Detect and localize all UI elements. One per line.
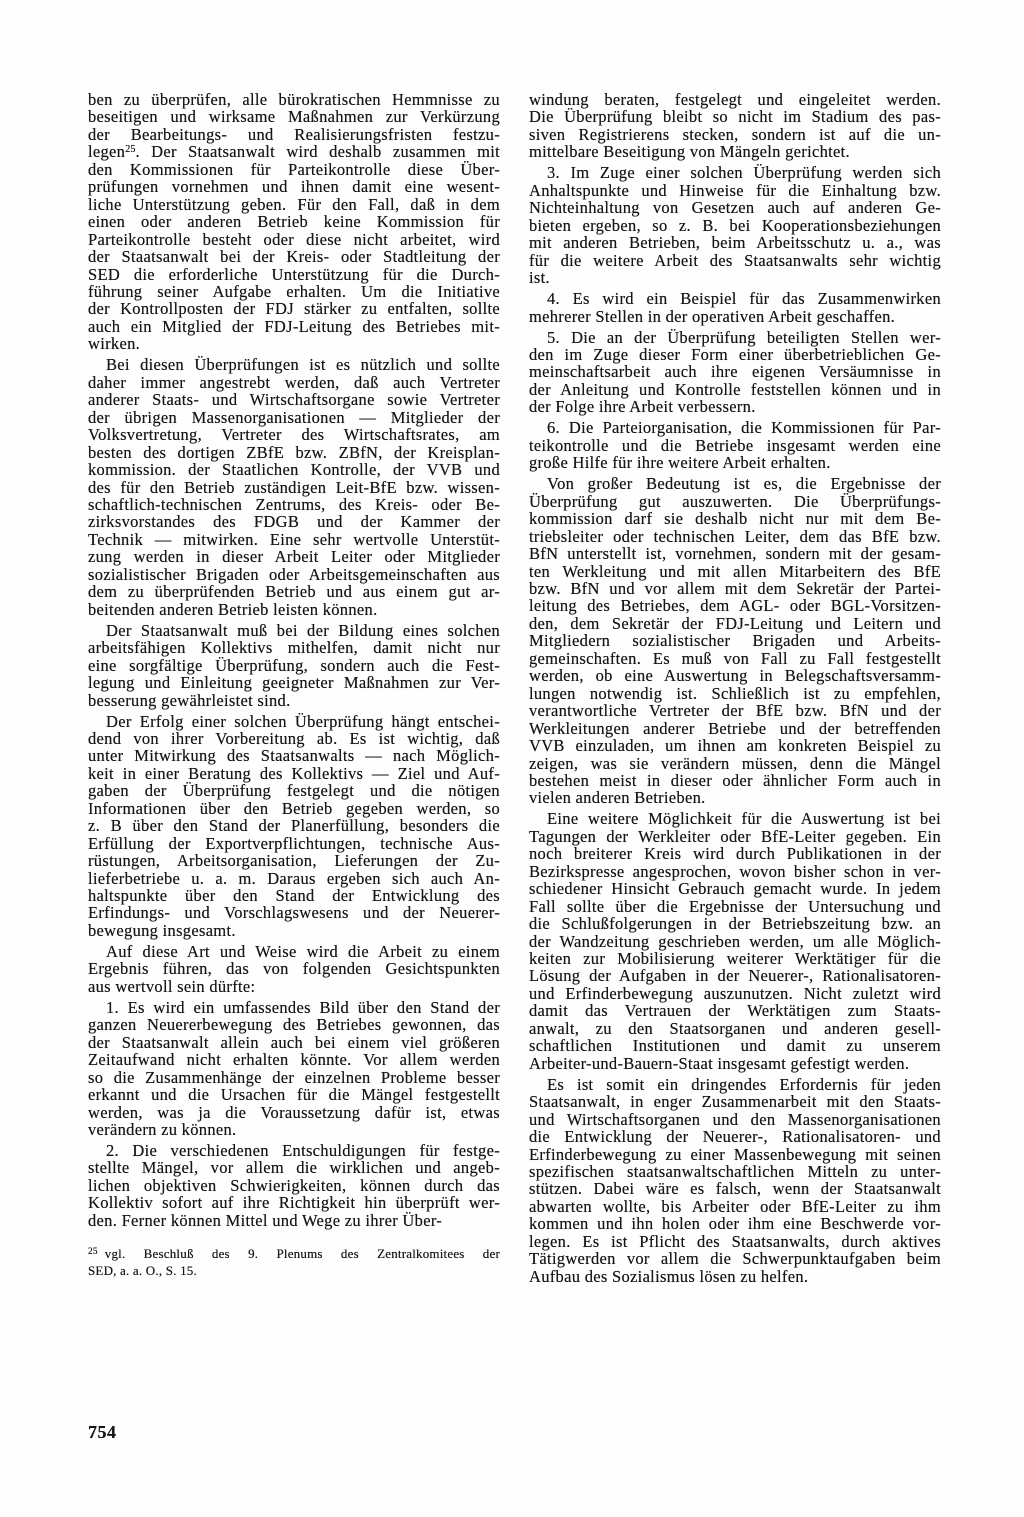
text-line: kommission. der Staatlichen Kontrolle, der VVB und	[88, 460, 500, 480]
text-line: gemeinschaften. Es muß von Fall zu Fall festgestellt	[529, 648, 941, 668]
text-line: des für den Betrieb zuständigen Leit-BfE bzw. wissen-	[88, 477, 500, 497]
footnote-line	[88, 1245, 500, 1262]
text-line: Tätigwerden vor allem die Schwerpunktaufgaben beim	[529, 1249, 941, 1269]
page-number: 754	[88, 1422, 117, 1442]
text-line: verändern zu können.	[88, 1120, 237, 1140]
text-line: auch ein Mitglied der FDJ-Leitung des Betriebes mit-	[88, 316, 500, 336]
text-line: besserung gewährleistet sind.	[88, 690, 291, 710]
text-line: und Erfinderbewegung auszunutzen. Nicht zuletzt wird	[529, 983, 941, 1003]
text-line: ben zu überprüfen, alle bürokratischen Hemmnisse zu	[88, 90, 500, 109]
text-line: zeigen, was sie verändern müssen, denn die Mängel	[529, 753, 941, 773]
text-line: wirken.	[88, 334, 141, 354]
text-line: mittelbare Beseitigung von Mängeln gerichtet.	[529, 142, 850, 162]
text-line: unter Mitwirkung des Staatsanwalts — nach Möglich-	[88, 746, 500, 766]
text-line: abwarten wollte, bis Arbeiter oder BfE-Leiter zu ihm	[529, 1196, 941, 1216]
text-line: ganzen Neuererbewegung des Betriebes gewonnen, das	[88, 1015, 500, 1035]
text-line: der Bearbeitungs- und Realisierungsfristen festzu-	[88, 124, 500, 144]
text-line: der Folge ihre Arbeit verbessern.	[529, 397, 756, 417]
paragraph	[88, 622, 500, 709]
text-line: Auf diese Art und Weise wird die Arbeit zu einem	[106, 941, 500, 961]
text-line: der Staatsanwalt bei der Kreis- oder Stadtleitung der	[88, 247, 500, 267]
text-line: zirksvorstandes des FDGB und der Kammer der	[88, 512, 500, 532]
text-line: damit das Vertrauen der Werktätigen zum Staats-	[529, 1001, 941, 1021]
paragraph	[88, 1142, 500, 1229]
paragraph	[88, 713, 500, 940]
text-line: mehrerer Stellen in der operativen Arbeit geschaffen.	[529, 306, 896, 326]
text-line: Der Staatsanwalt muß bei der Bildung eines solchen	[106, 620, 500, 640]
text-line: legen. Es ist Pflicht des Staatsanwalts, durch aktives	[529, 1231, 941, 1251]
text-line: Erfindungs- und Vorschlagswesens und der Neuerer-	[88, 903, 500, 923]
text-line: der Wandzeitung geschrieben werden, um alle Möglich-	[529, 931, 941, 951]
text-line: meinschaftsarbeit auch ihre eigenen Versäumnisse in	[529, 362, 941, 382]
text-line: anderer Staats- und Wirtschaftsorgane sowie Vertreter	[88, 390, 500, 410]
text-line: Parteikontrolle besteht oder diese nicht arbeitet, wird	[88, 229, 500, 249]
text-line: Der Erfolg einer solchen Überprüfung hängt entschei-	[106, 711, 500, 731]
text-line: Volksvertretung, Vertreter des Wirtschaftsrates, am	[88, 425, 500, 445]
text-line: mit anderen Betrieben, beim Arbeitsschutz u. a., was	[529, 233, 941, 253]
text-line: ten Werkleitung und mit allen Mitarbeitern des BfE	[529, 561, 941, 581]
text-line: bewegung insgesamt.	[88, 920, 236, 940]
text-line: daher immer angestrebt werden, daß auch Vertreter	[88, 372, 500, 392]
text-segment: legen	[88, 142, 126, 162]
text-line: erkannt und die Ursachen für die Mängel festgestellt	[88, 1085, 500, 1105]
text-line: Die Überprüfung bleibt so nicht im Stadium des pas-	[529, 107, 941, 127]
text-line: Bezirkspresse angesprochen, wovon bisher schon in ver-	[529, 861, 941, 881]
text-line: den, dem Sekretär der FDJ-Leitung und Leitern und	[529, 613, 941, 633]
text-line: keiten zur Mobilisierung weiterer Werktätiger für die	[529, 949, 941, 969]
text-line: windung beraten, festgelegt und eingeleitet werden.	[529, 90, 941, 109]
text-line: 4. Es wird ein Beispiel für das Zusammenwirken	[547, 289, 941, 309]
text-line: Zeitaufwand nicht erhalten könnte. Vor allem werden	[88, 1050, 500, 1070]
text-line: stützen. Dabei wäre es falsch, wenn der Staatsanwalt	[529, 1179, 941, 1199]
left-column	[88, 91, 500, 1229]
text-line: für die weitere Arbeit des Staatsanwalts sehr wichtig	[529, 250, 941, 270]
paragraph	[529, 290, 941, 325]
footnote-marker: 25	[88, 1246, 98, 1257]
text-line: die Entwicklung der Neuerer-, Rationalisatoren- und	[529, 1127, 941, 1147]
text-line: dend von ihrer Vorbereitung ab. Es ist wichtig, daß	[88, 728, 500, 748]
text-line: 6. Die Parteiorganisation, die Kommissionen für Par-	[547, 418, 941, 438]
text-line: Arbeiter-und-Bauern-Staat insgesamt gefestigt werden.	[529, 1053, 910, 1073]
paragraph	[529, 1076, 941, 1285]
text-line: Es ist somit ein dringendes Erfordernis für jeden	[547, 1074, 941, 1094]
text-line: keit in einer Beratung des Kollektivs — Ziel und Auf-	[88, 763, 500, 783]
text-line: werden, was ja die Voraussetzung dafür ist, etwas	[88, 1102, 500, 1122]
text-line: schaftlichen Institutionen und damit zu unserem	[529, 1036, 941, 1056]
paragraph	[529, 329, 941, 416]
text-line: Eine weitere Möglichkeit für die Auswertung ist bei	[547, 809, 941, 829]
paragraph	[529, 91, 941, 161]
text-line: liche Unterstützung geben. Für den Fall, daß in dem	[88, 194, 500, 214]
text-line: rüstungen, Arbeitsorganisation, Lieferungen der Zu-	[88, 851, 500, 871]
text-line: lichen objektiven Schwierigkeiten, können durch das	[88, 1175, 500, 1195]
footnote-text: SED, a. a. O., S. 15.	[88, 1263, 197, 1278]
text-line: Technik — mitwirken. Eine sehr wertvolle Unterstüt-	[88, 529, 500, 549]
text-line: 5. Die an der Überprüfung beteiligten Stellen wer-	[547, 327, 941, 347]
text-line: schiedener Hinsicht Gebrauch gemacht wurde. In jedem	[529, 879, 941, 899]
text-line: 3. Im Zuge einer solchen Überprüfung werden sich	[547, 163, 941, 183]
text-line: eine sorgfältige Überprüfung, sondern auch die Fest-	[88, 655, 500, 675]
text-line: den im Zuge dieser Form einer überbetrieblichen Ge-	[529, 344, 941, 364]
text-line: Erfinderbewegung zu einer Massenbewegung mit seinen	[529, 1144, 941, 1164]
text-line: schaftlich-technischen Zentrums, des Kreis- oder Be-	[88, 494, 500, 514]
text-line: Tagungen der Werkleiter oder BfE-Leiter gegeben. Ein	[529, 826, 941, 846]
text-line: Werkleitungen anderer Betriebe und der betreffenden	[529, 718, 941, 738]
paragraph	[529, 810, 941, 1072]
text-line: werden, ob eine Auswertung in Belegschaftsversamm-	[529, 666, 941, 686]
text-line: bzw. BfN und vor allem mit dem Sekretär der Partei-	[529, 578, 941, 598]
footnote-line	[88, 1262, 500, 1279]
text-line: SED die erforderliche Unterstützung für die Durch-	[88, 264, 500, 284]
text-line: der übrigen Massenorganisationen — Mitglieder der	[88, 407, 500, 427]
paragraph	[88, 943, 500, 995]
text-line: Bei diesen Überprüfungen ist es nützlich und sollte	[106, 355, 500, 375]
text-line: haltspunkte über den Stand der Entwicklung des	[88, 886, 500, 906]
text-line: 1. Es wird ein umfassendes Bild über den Stand der	[106, 997, 500, 1017]
text-line: beseitigen und wirksame Maßnahmen zur Verkürzung	[88, 107, 500, 127]
paragraph	[529, 475, 941, 807]
text-line: sozialistischer Brigaden oder Arbeitsgemeinschaften aus	[88, 564, 500, 584]
text-line: kommission darf sie deshalb nicht nur mit dem Be-	[529, 509, 941, 529]
text-line: Anhaltspunkte und Hinweise für die Einhaltung bzw.	[529, 180, 941, 200]
text-line: und Wirtschaftsorganen und den Massenorganisationen	[529, 1109, 941, 1129]
text-line: spezifischen staatsanwaltschaftlichen Mitteln zu unter-	[529, 1162, 941, 1182]
text-line: beitenden anderen Betrieb leisten können.	[88, 599, 378, 619]
text-line: lungen notwendig ist. Schließlich ist zu empfehlen,	[529, 683, 941, 703]
text-line: Kollektiv sofort auf ihre Richtigkeit hin überprüft wer-	[88, 1193, 500, 1213]
footnote	[88, 1245, 500, 1279]
text-line: Staatsanwalt, in enger Zusammenarbeit mit den Staats-	[529, 1092, 941, 1112]
text-line: vielen anderen Betrieben.	[529, 788, 706, 808]
text-line: Nichteinhaltung von Gesetzen auch auf anderen Ge-	[529, 198, 941, 218]
text-line: lieferbetriebe u. a. m. Daraus ergeben sich auch An-	[88, 868, 500, 888]
paragraph	[529, 164, 941, 286]
text-line: z. B über den Stand der Planerfüllung, besonders die	[88, 816, 500, 836]
text-line: Von großer Bedeutung ist es, die Ergebnisse der	[547, 474, 941, 494]
footnotes	[88, 1245, 500, 1279]
text-line: einen oder anderen Betrieb keine Kommission für	[88, 212, 500, 232]
text-line: BfN unterstellt ist, vornehmen, sondern mit der gesam-	[529, 544, 941, 564]
text-line	[88, 143, 500, 160]
text-line: 2. Die verschiedenen Entschuldigungen für festge-	[106, 1141, 500, 1161]
text-line: so die Zusammenhänge der einzelnen Probleme besser	[88, 1067, 500, 1087]
text-line: arbeitsfähigen Kollektivs mithelfen, damit nicht nur	[88, 638, 500, 658]
footnote-reference: 25	[125, 144, 136, 156]
text-line: den Kommissionen für Parteikontrolle diese Über-	[88, 159, 500, 179]
text-line: siven Registrierens stecken, sondern ist auf die un-	[529, 124, 941, 144]
text-line: die Schlußfolgerungen in der Betriebszeitung bzw. an	[529, 914, 941, 934]
text-line: triebsleiter oder technischen Leiter, dem das BfE bzw.	[529, 526, 941, 546]
footnote-text: vgl. Beschluß des 9. Plenums des Zentralkomitees der	[104, 1246, 500, 1261]
text-line: bestehen meist in dieser oder ähnlicher Form auch in	[529, 770, 941, 790]
text-line: leitung des Betriebes, dem AGL- oder BGL-Vorsitzen-	[529, 596, 941, 616]
text-line: Ergebnis führen, das von folgenden Gesichtspunkten	[88, 959, 500, 979]
text-line: prüfungen vornehmen und ihnen damit eine wesent-	[88, 177, 500, 197]
text-line: teikontrolle und die Betriebe insgesamt werden eine	[529, 435, 941, 455]
text-line: kommen und ihn holen oder ihm eine Beschwerde vor-	[529, 1214, 941, 1234]
text-line: legung und Einleitung geeigneter Maßnahmen zur Ver-	[88, 673, 500, 693]
paragraph	[529, 419, 941, 471]
text-line: der Kontrollposten der FDJ stärker zu entfalten, sollte	[88, 299, 500, 319]
text-line: der Staatsanwalt allein auch bei einem viel größeren	[88, 1032, 500, 1052]
text-line: Aufbau des Sozialismus lösen zu helfen.	[529, 1266, 809, 1286]
text-line: Fall sollte über die Ergebnisse der Untersuchung und	[529, 896, 941, 916]
text-line: den. Ferner können Mittel und Wege zu ihrer Über-	[88, 1210, 443, 1230]
text-line: Erfüllung der Exportverpflichtungen, technische Aus-	[88, 833, 500, 853]
paragraph	[88, 91, 500, 353]
text-line: führung seiner Aufgabe erhalten. Um die Initiative	[88, 281, 500, 301]
text-line: gaben der Überprüfung festgelegt und die nötigen	[88, 781, 500, 801]
text-line: Mitgliedern sozialistischer Brigaden und Arbeits-	[529, 631, 941, 651]
text-line: stellte Mängel, vor allem die wirklichen und angeb-	[88, 1158, 500, 1178]
text-line: zung werden in dieser Arbeit Leiter oder Mitglieder	[88, 547, 500, 567]
text-line: dem zu überprüfenden Betrieb und aus einem gut ar-	[88, 582, 500, 602]
text-line: anwalt, zu den Staatsorganen und anderen gesell-	[529, 1018, 941, 1038]
text-line: Überprüfung gut auszuwerten. Die Überprüfungs-	[529, 491, 941, 511]
text-segment: . Der Staatsanwalt wird deshalb zusammen mit	[135, 142, 500, 162]
text-line: besten des dortigen ZBfE bzw. ZBfN, der Kreisplan-	[88, 442, 500, 462]
text-line: Lösung der Aufgaben in der Neuerer-, Rationalisatoren-	[529, 966, 941, 986]
text-line: ist.	[529, 268, 550, 288]
text-line: bieten ergeben, so z. B. bei Kooperationsbeziehungen	[529, 215, 941, 235]
text-line: verantwortliche Vertreter der BfE bzw. BfN und der	[529, 701, 941, 721]
right-column	[529, 91, 941, 1285]
text-line: aus wertvoll sein dürfte:	[88, 976, 256, 996]
text-line: noch breiterer Kreis wird durch Publikationen in der	[529, 844, 941, 864]
text-line: VVB einzuladen, um ihnen am konkreten Beispiel zu	[529, 736, 941, 756]
text-line: Informationen über den Betrieb gegeben werden, so	[88, 798, 500, 818]
paragraph	[88, 356, 500, 618]
text-line: der Anleitung und Kontrolle feststellen können und in	[529, 379, 941, 399]
paragraph	[88, 999, 500, 1139]
text-line: große Hilfe für ihre weitere Arbeit erhalten.	[529, 453, 831, 473]
